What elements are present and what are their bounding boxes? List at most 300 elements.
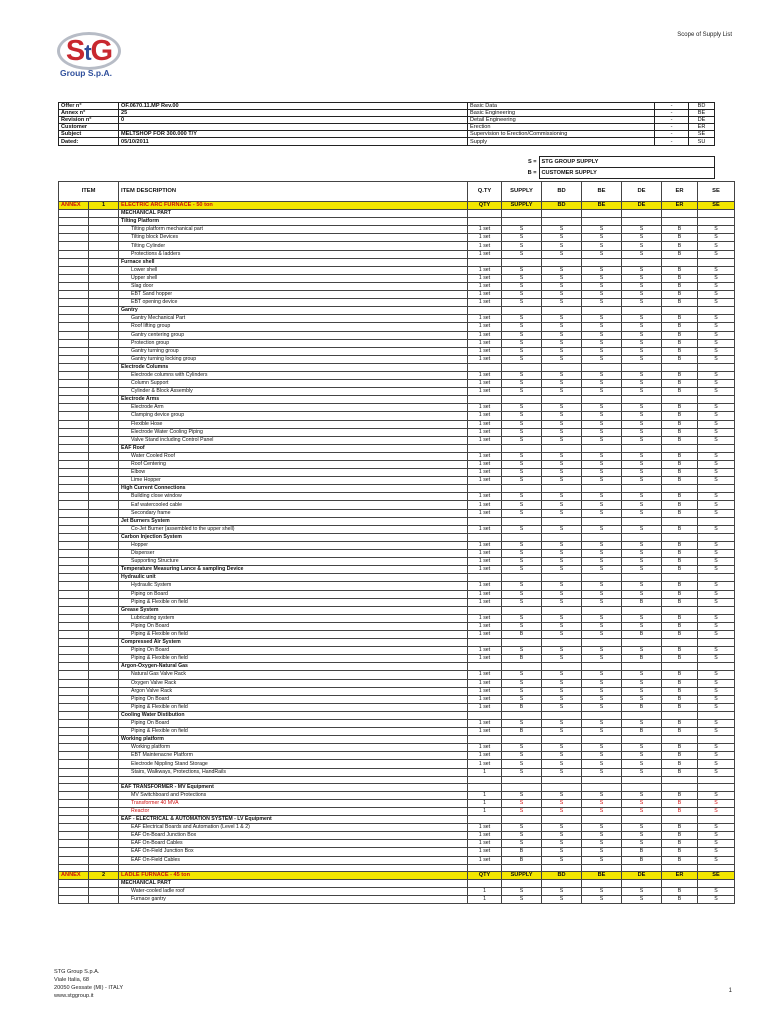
item-num-col bbox=[89, 783, 119, 791]
supply-cell: S bbox=[502, 347, 542, 355]
supply-cell: S bbox=[542, 404, 582, 412]
item-col bbox=[59, 444, 89, 452]
item-row bbox=[59, 622, 735, 630]
item-num-col bbox=[89, 226, 119, 234]
supply-cell bbox=[502, 639, 542, 647]
supply-cell: S bbox=[698, 824, 735, 832]
item-num-col bbox=[89, 282, 119, 290]
supply-cell: S bbox=[542, 848, 582, 856]
item-description: Tilting Platform bbox=[119, 218, 468, 226]
supply-cell: B bbox=[662, 493, 698, 501]
supply-cell bbox=[582, 363, 622, 371]
supply-cell bbox=[698, 210, 735, 218]
supply-cell: B bbox=[662, 614, 698, 622]
header-row bbox=[59, 110, 715, 117]
supply-cell bbox=[542, 307, 582, 315]
supply-cell bbox=[542, 363, 582, 371]
supply-cell: B bbox=[622, 856, 662, 864]
legend-key: S = bbox=[527, 159, 537, 165]
supply-cell bbox=[698, 363, 735, 371]
item-row bbox=[59, 799, 735, 807]
supply-cell: S bbox=[582, 355, 622, 363]
supply-cell bbox=[502, 711, 542, 719]
supply-cell: S bbox=[622, 331, 662, 339]
item-col bbox=[59, 783, 89, 791]
supply-cell: S bbox=[542, 436, 582, 444]
item-col bbox=[59, 533, 89, 541]
supply-cell bbox=[622, 363, 662, 371]
supply-cell bbox=[622, 517, 662, 525]
item-num-col bbox=[89, 703, 119, 711]
supply-cell bbox=[662, 816, 698, 824]
item-description: Compressed Air System bbox=[119, 639, 468, 647]
supply-cell: S bbox=[698, 347, 735, 355]
supply-cell: S bbox=[502, 274, 542, 282]
item-num-col bbox=[89, 339, 119, 347]
item-qty: 1 set bbox=[468, 525, 502, 533]
supply-cell: S bbox=[502, 598, 542, 606]
item-row bbox=[59, 355, 735, 363]
item-num-col bbox=[89, 485, 119, 493]
item-col bbox=[59, 452, 89, 460]
item-num-col bbox=[89, 655, 119, 663]
annex-col-header: SUPPLY bbox=[502, 202, 542, 210]
item-description: Electrode Columns bbox=[119, 363, 468, 371]
section-row bbox=[59, 639, 735, 647]
annex-col-header: SUPPLY bbox=[502, 871, 542, 879]
supply-cell bbox=[662, 258, 698, 266]
supply-cell: B bbox=[662, 744, 698, 752]
supply-cell: S bbox=[502, 501, 542, 509]
annex-number: 1 bbox=[89, 202, 119, 210]
supply-cell bbox=[502, 879, 542, 887]
supply-cell: S bbox=[698, 848, 735, 856]
supply-cell bbox=[698, 444, 735, 452]
item-row bbox=[59, 380, 735, 388]
item-col bbox=[59, 485, 89, 493]
supply-cell: S bbox=[502, 477, 542, 485]
supply-cell: S bbox=[502, 558, 542, 566]
item-qty: 1 set bbox=[468, 355, 502, 363]
supply-cell bbox=[582, 776, 622, 783]
supply-cell bbox=[542, 736, 582, 744]
supply-cell bbox=[502, 444, 542, 452]
item-qty: 1 set bbox=[468, 566, 502, 574]
supply-cell: S bbox=[502, 614, 542, 622]
supply-cell: S bbox=[582, 799, 622, 807]
supply-cell bbox=[622, 663, 662, 671]
annex-number: 2 bbox=[89, 871, 119, 879]
supply-cell: S bbox=[622, 695, 662, 703]
item-num-col bbox=[89, 895, 119, 903]
item-description bbox=[119, 776, 468, 783]
supply-cell: S bbox=[582, 493, 622, 501]
supply-cell: B bbox=[662, 388, 698, 396]
item-qty: 1 set bbox=[468, 347, 502, 355]
supply-cell: S bbox=[622, 541, 662, 549]
item-col bbox=[59, 363, 89, 371]
legend-key: B = bbox=[527, 170, 537, 176]
supply-cell: B bbox=[662, 647, 698, 655]
item-qty: 1 set bbox=[468, 598, 502, 606]
supply-cell: S bbox=[698, 282, 735, 290]
supply-cell: S bbox=[542, 887, 582, 895]
item-description: Piping & Flexible on field bbox=[119, 655, 468, 663]
supply-cell: B bbox=[662, 566, 698, 574]
item-qty bbox=[468, 533, 502, 541]
supply-cell: B bbox=[662, 671, 698, 679]
annex-title: ELECTRIC ARC FURNACE - 50 ton bbox=[119, 202, 468, 210]
supply-cell: S bbox=[502, 323, 542, 331]
item-description: Hydraulic unit bbox=[119, 574, 468, 582]
supply-cell: S bbox=[582, 895, 622, 903]
item-num-col bbox=[89, 533, 119, 541]
supply-cell: S bbox=[698, 720, 735, 728]
item-num-col bbox=[89, 380, 119, 388]
item-description: Oxygen Valve Rack bbox=[119, 679, 468, 687]
supply-cell bbox=[542, 517, 582, 525]
supply-cell: S bbox=[698, 501, 735, 509]
footer-website: www.stggroup.it bbox=[54, 993, 94, 999]
item-qty: 1 set bbox=[468, 752, 502, 760]
supply-cell bbox=[582, 639, 622, 647]
section-row bbox=[59, 258, 735, 266]
supply-cell: S bbox=[542, 291, 582, 299]
section-row bbox=[59, 363, 735, 371]
item-qty: 1 set bbox=[468, 380, 502, 388]
item-qty: 1 set bbox=[468, 388, 502, 396]
section-row bbox=[59, 783, 735, 791]
item-description: Lower shell bbox=[119, 266, 468, 274]
item-qty: 1 bbox=[468, 887, 502, 895]
header-value: OF.0670.11.MP Rev.00 bbox=[119, 103, 468, 110]
item-qty: 1 bbox=[468, 807, 502, 815]
supply-cell: B bbox=[662, 323, 698, 331]
supply-cell: S bbox=[698, 412, 735, 420]
item-col bbox=[59, 832, 89, 840]
column-header-de: DE bbox=[622, 182, 662, 202]
item-description bbox=[119, 864, 468, 871]
item-row bbox=[59, 452, 735, 460]
logo-mark: StG bbox=[65, 35, 113, 67]
supply-cell: S bbox=[542, 525, 582, 533]
item-description: EBT Maintenacne Platform bbox=[119, 752, 468, 760]
supply-cell: S bbox=[698, 436, 735, 444]
item-num-col bbox=[89, 218, 119, 226]
header-row bbox=[59, 131, 715, 138]
item-row bbox=[59, 412, 735, 420]
item-num-col bbox=[89, 566, 119, 574]
supply-cell: S bbox=[582, 388, 622, 396]
item-description: Tilting platform mechanical part bbox=[119, 226, 468, 234]
supply-cell: S bbox=[582, 566, 622, 574]
supply-cell: S bbox=[622, 469, 662, 477]
supply-cell: S bbox=[502, 461, 542, 469]
item-description: Piping & Flexible on field bbox=[119, 598, 468, 606]
supply-cell bbox=[622, 783, 662, 791]
supply-cell: S bbox=[582, 679, 622, 687]
supply-cell: S bbox=[698, 380, 735, 388]
supply-cell: S bbox=[582, 695, 622, 703]
supply-cell: S bbox=[502, 355, 542, 363]
item-description: Reactor bbox=[119, 807, 468, 815]
item-description: Dispenser bbox=[119, 550, 468, 558]
section-row bbox=[59, 879, 735, 887]
item-description: High Current Connections bbox=[119, 485, 468, 493]
supply-cell: S bbox=[502, 566, 542, 574]
supply-cell: S bbox=[698, 728, 735, 736]
supply-cell: S bbox=[622, 266, 662, 274]
item-col bbox=[59, 622, 89, 630]
supply-cell: S bbox=[582, 436, 622, 444]
supply-cell: S bbox=[698, 452, 735, 460]
supply-cell: S bbox=[698, 679, 735, 687]
supply-cell: S bbox=[582, 404, 622, 412]
supply-cell bbox=[502, 606, 542, 614]
supply-cell: S bbox=[502, 331, 542, 339]
item-col bbox=[59, 574, 89, 582]
item-num-col bbox=[89, 331, 119, 339]
item-col bbox=[59, 258, 89, 266]
supply-cell: S bbox=[622, 274, 662, 282]
supply-cell: S bbox=[622, 840, 662, 848]
supply-cell bbox=[698, 258, 735, 266]
supply-cell: S bbox=[502, 590, 542, 598]
supply-cell bbox=[662, 210, 698, 218]
item-qty: 1 set bbox=[468, 630, 502, 638]
item-col bbox=[59, 807, 89, 815]
supply-cell: S bbox=[622, 404, 662, 412]
supply-cell: S bbox=[698, 550, 735, 558]
item-description: Temperature Measuring Lance & sampling Device bbox=[119, 566, 468, 574]
item-num-col bbox=[89, 493, 119, 501]
item-num-col bbox=[89, 436, 119, 444]
item-num-col bbox=[89, 799, 119, 807]
item-description: Cooling Water Distibution bbox=[119, 711, 468, 719]
supply-cell bbox=[698, 711, 735, 719]
item-description: Protection group bbox=[119, 339, 468, 347]
supply-cell bbox=[502, 783, 542, 791]
supply-cell: S bbox=[582, 703, 622, 711]
supply-cell: S bbox=[698, 703, 735, 711]
item-description: Supporting Structure bbox=[119, 558, 468, 566]
supply-cell: S bbox=[542, 299, 582, 307]
supply-cell: B bbox=[662, 461, 698, 469]
item-row bbox=[59, 744, 735, 752]
supply-cell bbox=[502, 663, 542, 671]
section-row bbox=[59, 210, 735, 218]
phase-code: BE bbox=[689, 110, 715, 117]
supply-cell: S bbox=[502, 493, 542, 501]
legend-text: STG GROUP SUPPLY bbox=[539, 157, 714, 168]
item-qty: 1 set bbox=[468, 477, 502, 485]
supply-cell bbox=[502, 574, 542, 582]
item-num-col bbox=[89, 832, 119, 840]
item-num-col bbox=[89, 452, 119, 460]
supply-cell: S bbox=[542, 807, 582, 815]
supply-cell: B bbox=[662, 655, 698, 663]
supply-cell: B bbox=[662, 799, 698, 807]
item-description: Electrode Arm bbox=[119, 404, 468, 412]
supply-cell: B bbox=[662, 501, 698, 509]
item-description: Piping & Flexible on field bbox=[119, 728, 468, 736]
supply-cell: B bbox=[662, 679, 698, 687]
item-row bbox=[59, 848, 735, 856]
supply-cell bbox=[542, 816, 582, 824]
supply-cell: S bbox=[698, 291, 735, 299]
supply-cell: S bbox=[582, 274, 622, 282]
supply-cell: S bbox=[622, 807, 662, 815]
item-col bbox=[59, 799, 89, 807]
supply-cell: S bbox=[502, 388, 542, 396]
supply-cell: S bbox=[622, 679, 662, 687]
item-row bbox=[59, 501, 735, 509]
item-qty: 1 set bbox=[468, 728, 502, 736]
supply-cell: B bbox=[622, 848, 662, 856]
supply-cell bbox=[582, 396, 622, 404]
item-col bbox=[59, 879, 89, 887]
supply-cell bbox=[662, 444, 698, 452]
supply-cell: S bbox=[502, 768, 542, 776]
supply-cell: B bbox=[662, 840, 698, 848]
legend-row bbox=[58, 157, 714, 168]
supply-cell: S bbox=[622, 388, 662, 396]
header-label: Customer bbox=[59, 124, 119, 131]
item-num-col bbox=[89, 711, 119, 719]
item-qty bbox=[468, 606, 502, 614]
supply-cell: S bbox=[582, 299, 622, 307]
column-header-bd: BD bbox=[542, 182, 582, 202]
supply-cell: S bbox=[502, 895, 542, 903]
supply-cell: S bbox=[698, 630, 735, 638]
item-description: Upper shell bbox=[119, 274, 468, 282]
header-value: 05/10/2011 bbox=[119, 138, 468, 145]
item-description: Column Support bbox=[119, 380, 468, 388]
item-col bbox=[59, 864, 89, 871]
item-num-col bbox=[89, 558, 119, 566]
supply-cell bbox=[502, 864, 542, 871]
item-description: EAF TRANSFORMER - MV Equipment bbox=[119, 783, 468, 791]
supply-cell: S bbox=[542, 493, 582, 501]
supply-cell bbox=[698, 396, 735, 404]
supply-cell: B bbox=[662, 315, 698, 323]
supply-cell: S bbox=[622, 380, 662, 388]
supply-cell bbox=[542, 711, 582, 719]
phase-dash: - bbox=[655, 131, 689, 138]
supply-cell: S bbox=[542, 590, 582, 598]
item-col bbox=[59, 404, 89, 412]
supply-cell bbox=[502, 816, 542, 824]
item-col bbox=[59, 655, 89, 663]
supply-cell: S bbox=[698, 371, 735, 379]
supply-cell: S bbox=[542, 630, 582, 638]
item-qty: 1 set bbox=[468, 404, 502, 412]
footer-address bbox=[54, 968, 123, 1000]
item-num-col bbox=[89, 848, 119, 856]
supply-cell: S bbox=[542, 477, 582, 485]
supply-cell bbox=[542, 218, 582, 226]
scope-of-supply-table bbox=[58, 181, 735, 904]
item-row bbox=[59, 323, 735, 331]
supply-cell: S bbox=[502, 420, 542, 428]
annex-col-header: ER bbox=[662, 871, 698, 879]
supply-cell: S bbox=[502, 541, 542, 549]
supply-cell: S bbox=[698, 566, 735, 574]
item-col bbox=[59, 541, 89, 549]
item-qty: 1 set bbox=[468, 266, 502, 274]
section-row bbox=[59, 606, 735, 614]
item-row bbox=[59, 895, 735, 903]
supply-cell: S bbox=[622, 477, 662, 485]
supply-cell bbox=[622, 396, 662, 404]
supply-cell: S bbox=[582, 541, 622, 549]
annex-row bbox=[59, 871, 735, 879]
item-row bbox=[59, 525, 735, 533]
supply-cell: S bbox=[542, 799, 582, 807]
item-description: Piping On Board bbox=[119, 720, 468, 728]
item-num-col bbox=[89, 347, 119, 355]
supply-cell: S bbox=[622, 590, 662, 598]
item-description: Slag door bbox=[119, 282, 468, 290]
supply-cell bbox=[662, 879, 698, 887]
supply-cell: S bbox=[542, 550, 582, 558]
item-qty: 1 set bbox=[468, 550, 502, 558]
supply-cell bbox=[698, 639, 735, 647]
item-col bbox=[59, 493, 89, 501]
supply-cell: S bbox=[582, 728, 622, 736]
supply-cell: B bbox=[662, 339, 698, 347]
supply-cell: S bbox=[698, 420, 735, 428]
supply-cell: S bbox=[582, 768, 622, 776]
supply-cell: S bbox=[542, 274, 582, 282]
item-row bbox=[59, 832, 735, 840]
item-qty: 1 set bbox=[468, 647, 502, 655]
supply-cell bbox=[542, 864, 582, 871]
supply-cell: S bbox=[582, 266, 622, 274]
supply-cell bbox=[622, 711, 662, 719]
logo-company-name: Group S.p.A. bbox=[60, 68, 112, 78]
supply-cell: B bbox=[502, 630, 542, 638]
item-qty: 1 set bbox=[468, 291, 502, 299]
supply-cell: S bbox=[698, 541, 735, 549]
supply-cell bbox=[542, 574, 582, 582]
item-description: Protections & ladders bbox=[119, 250, 468, 258]
supply-cell: S bbox=[542, 566, 582, 574]
supply-cell bbox=[662, 776, 698, 783]
item-description: MECHANICAL PART bbox=[119, 879, 468, 887]
item-description: EAF On-Field Cables bbox=[119, 856, 468, 864]
supply-cell: S bbox=[698, 299, 735, 307]
supply-cell: B bbox=[662, 598, 698, 606]
item-qty: 1 set bbox=[468, 687, 502, 695]
supply-cell: S bbox=[698, 509, 735, 517]
supply-cell: S bbox=[502, 234, 542, 242]
item-description: Argon-Oxygen-Natural Gas bbox=[119, 663, 468, 671]
supply-cell: S bbox=[582, 412, 622, 420]
supply-cell: S bbox=[698, 832, 735, 840]
supply-cell: B bbox=[662, 752, 698, 760]
supply-cell: B bbox=[622, 703, 662, 711]
item-row bbox=[59, 461, 735, 469]
supply-cell: S bbox=[542, 501, 582, 509]
supply-cell: B bbox=[662, 558, 698, 566]
item-qty: 1 bbox=[468, 791, 502, 799]
supply-cell: S bbox=[542, 558, 582, 566]
item-num-col bbox=[89, 720, 119, 728]
supply-cell: S bbox=[542, 856, 582, 864]
supply-cell: S bbox=[622, 622, 662, 630]
annex-label: ANNEX bbox=[59, 202, 89, 210]
